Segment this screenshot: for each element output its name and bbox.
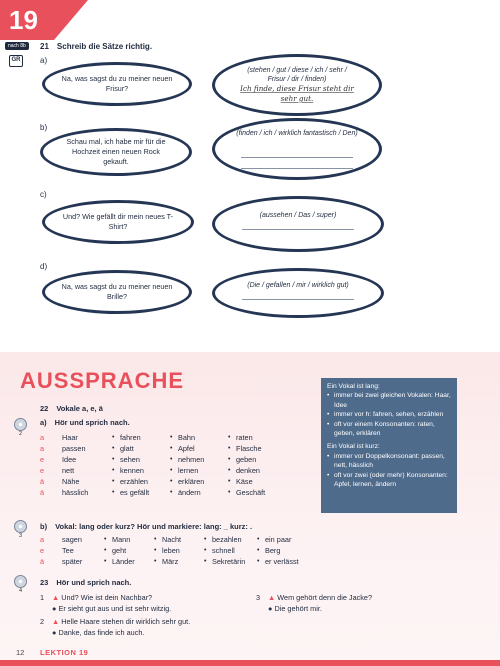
item-letter: b) — [40, 123, 48, 132]
lesson-tab-corner — [54, 0, 88, 40]
answer-bubble — [212, 268, 384, 318]
word-cell[interactable]: leben — [162, 546, 180, 555]
separator-dot: • — [112, 445, 115, 452]
exercise-22a-title — [40, 418, 130, 427]
cd-track-number: 2 — [18, 431, 23, 437]
word-cell[interactable]: bezahlen — [212, 535, 242, 544]
exercise-21-title — [40, 42, 160, 51]
table-row — [40, 534, 330, 545]
word-cell[interactable]: Idee — [62, 455, 77, 464]
vowel-label: a — [40, 433, 45, 442]
vowel-label: ä — [40, 488, 45, 497]
separator-dot: • — [204, 547, 207, 554]
vowel-label: a — [40, 535, 45, 544]
kurz-list — [327, 452, 451, 490]
lang-list — [327, 391, 451, 438]
sub-label: b) — [40, 522, 48, 531]
word-cell[interactable]: Nähe — [62, 477, 80, 486]
word-cell[interactable]: sagen — [62, 535, 82, 544]
lang-item: • immer vor h: fahren, sehen, erzählen — [327, 410, 451, 419]
separator-dot: • — [257, 547, 260, 554]
lang-item: • oft vor einem Konsonanten: raten, geben, erklären — [327, 420, 451, 439]
dialog-answer: Die gehört mir. — [274, 604, 322, 613]
footer-lesson: LEKTION 19 — [40, 648, 89, 657]
speaker-a-icon: ▲ — [52, 593, 60, 602]
word-cell[interactable]: raten — [236, 433, 253, 442]
dialog-question: Helle Haare stehen dir wirklich sehr gut. — [61, 617, 191, 626]
word-cell[interactable]: ein paar — [265, 535, 292, 544]
cd-icon[interactable] — [14, 520, 27, 539]
exercise-heading: Schreib die Sätze richtig. — [56, 42, 153, 51]
dialog-3 — [256, 592, 456, 614]
speaker-a-icon: ▲ — [268, 593, 276, 602]
word-cell[interactable]: hässlich — [62, 488, 89, 497]
dialog-number: 2 — [40, 617, 45, 626]
separator-dot: • — [104, 547, 107, 554]
word-cell[interactable]: Tee — [62, 546, 74, 555]
word-cell[interactable]: sehen — [120, 455, 140, 464]
table-row — [40, 556, 330, 567]
word-cell[interactable]: denken — [236, 466, 260, 475]
separator-dot: • — [204, 536, 207, 543]
lang-title: Ein Vokal ist lang: — [327, 383, 380, 390]
separator-dot: • — [154, 536, 157, 543]
separator-dot: • — [228, 489, 231, 496]
separator-dot: • — [204, 558, 207, 565]
separator-dot: • — [112, 467, 115, 474]
answer-line[interactable] — [242, 299, 355, 300]
dialog-question: Und? Wie ist dein Nachbar? — [61, 593, 153, 602]
word-cell[interactable]: Geschäft — [236, 488, 266, 497]
word-cell[interactable]: März — [162, 557, 179, 566]
sub-heading: Hör und sprich nach. — [54, 418, 130, 427]
speaker-a-icon: ▲ — [52, 617, 60, 626]
answer-bubble — [212, 196, 384, 252]
vowel-table — [40, 432, 300, 498]
separator-dot: • — [228, 467, 231, 474]
cd-icon[interactable] — [14, 418, 27, 437]
speech-text: Na, was sagst du zu meiner neuen Brille? — [61, 282, 173, 301]
speaker-b-icon: ● — [52, 604, 57, 613]
word-cell[interactable]: schnell — [212, 546, 235, 555]
table-row — [40, 443, 300, 454]
handwritten-answer[interactable]: Ich finde, diese Frisur steht dir sehr gut. — [240, 84, 354, 103]
separator-dot: • — [170, 445, 173, 452]
separator-dot: • — [257, 558, 260, 565]
sub-label: a) — [40, 418, 47, 427]
word-cell[interactable]: erklären — [178, 477, 205, 486]
speech-text: Schau mal, ich habe mir für die Hochzeit einen neuen Rock gekauft. — [66, 137, 166, 166]
word-cell[interactable]: glatt — [120, 444, 134, 453]
separator-dot: • — [257, 536, 260, 543]
exercise-23-title — [40, 578, 131, 587]
vowel-label: ä — [40, 557, 45, 566]
word-cue: (stehen / gut / diese / ich / sehr / Frisur / dir / finden) — [247, 67, 347, 83]
lesson-number: 19 — [9, 5, 38, 35]
section-title: AUSSPRACHE — [20, 368, 185, 393]
speech-bubble — [42, 200, 194, 244]
grammar-badge: GR — [9, 55, 23, 67]
word-cell[interactable]: Käse — [236, 477, 253, 486]
word-cell[interactable]: Apfel — [178, 444, 195, 453]
word-cell[interactable]: lernen — [178, 466, 199, 475]
word-cue: (finden / ich / wirklich fantastisch / Den) — [236, 130, 358, 137]
dialog-number: 1 — [40, 593, 45, 602]
speaker-b-icon: ● — [52, 628, 57, 637]
footer-bar — [0, 660, 500, 666]
word-cell[interactable]: fahren — [120, 433, 141, 442]
word-cell[interactable]: später — [62, 557, 83, 566]
word-cell[interactable]: es gefällt — [120, 488, 150, 497]
vowel-label: e — [40, 466, 45, 475]
item-letter: a) — [40, 56, 48, 65]
page-number: 12 — [16, 648, 25, 657]
separator-dot: • — [112, 456, 115, 463]
table-row — [40, 465, 300, 476]
speech-text: Und? Wie gefällt dir mein neues T-Shirt? — [62, 212, 174, 231]
kurz-item: • oft vor zwei (oder mehr) Konsonanten: Apfel, lernen, ändern — [327, 471, 451, 490]
word-cue: (aussehen / Das / super) — [259, 212, 337, 219]
vowel-label: ä — [40, 477, 45, 486]
exercise-22b-title — [40, 522, 252, 531]
answer-bubble — [212, 118, 382, 180]
separator-dot: • — [170, 456, 173, 463]
vowel-label: e — [40, 546, 45, 555]
word-cell[interactable]: Mann — [112, 535, 131, 544]
table-row — [40, 454, 300, 465]
cd-track-number: 3 — [18, 533, 23, 539]
word-cell[interactable]: Flasche — [236, 444, 262, 453]
vowel-label: a — [40, 444, 45, 453]
answer-bubble — [212, 54, 382, 116]
mark-table — [40, 534, 330, 567]
separator-dot: • — [170, 467, 173, 474]
item-letter: c) — [40, 190, 47, 199]
speaker-b-icon: ● — [268, 604, 273, 613]
word-cell[interactable]: Länder — [112, 557, 135, 566]
dialog-answer: Danke, das finde ich auch. — [58, 628, 145, 637]
exercise-number: 21 — [40, 42, 49, 51]
dialog-answer: Er sieht gut aus und ist sehr witzig. — [58, 604, 172, 613]
word-cell[interactable]: kennen — [120, 466, 144, 475]
word-cell[interactable]: geben — [236, 455, 257, 464]
separator-dot: • — [104, 536, 107, 543]
answer-line[interactable] — [241, 168, 353, 169]
word-cell[interactable]: erzählen — [120, 477, 148, 486]
lang-item: • immer bei zwei gleichen Vokalen: Haar, Idee — [327, 391, 451, 410]
word-cell[interactable]: nehmen — [178, 455, 205, 464]
separator-dot: • — [112, 489, 115, 496]
nach-badge: nach 8b — [5, 42, 29, 50]
exercise-heading: Hör und sprich nach. — [56, 578, 132, 587]
separator-dot: • — [170, 489, 173, 496]
separator-dot: • — [228, 456, 231, 463]
answer-line[interactable] — [241, 157, 353, 158]
exercise-number: 22 — [40, 404, 49, 413]
word-cell[interactable]: Berg — [265, 546, 281, 555]
separator-dot: • — [170, 478, 173, 485]
answer-line[interactable] — [242, 229, 355, 230]
separator-dot: • — [104, 558, 107, 565]
speech-text: Na, was sagst du zu meiner neuen Frisur? — [61, 74, 173, 93]
exercise-number: 23 — [40, 578, 49, 587]
word-cell[interactable]: Nacht — [162, 535, 182, 544]
dialog-number: 3 — [256, 593, 261, 602]
word-cue: (Die / gefallen / mir / wirklich gut) — [247, 282, 349, 289]
separator-dot: • — [154, 547, 157, 554]
separator-dot: • — [228, 434, 231, 441]
word-cell[interactable]: Bahn — [178, 433, 196, 442]
dialog-2 — [40, 616, 260, 638]
table-row — [40, 432, 300, 443]
exercise-22-title — [40, 404, 103, 413]
speech-bubble — [40, 128, 192, 176]
kurz-item: • immer vor Doppelkonsonant: passen, nett, hässlich — [327, 452, 451, 471]
separator-dot: • — [112, 478, 115, 485]
table-row — [40, 476, 300, 487]
separator-dot: • — [170, 434, 173, 441]
cd-icon[interactable] — [14, 575, 27, 594]
exercise-heading: Vokale a, e, ä — [56, 404, 103, 413]
separator-dot: • — [154, 558, 157, 565]
item-letter: d) — [40, 262, 48, 271]
vowel-label: e — [40, 455, 45, 464]
info-box — [321, 378, 457, 513]
word-cell[interactable]: Sekretärin — [212, 557, 246, 566]
word-cell[interactable]: nett — [62, 466, 75, 475]
dialog-1 — [40, 592, 240, 614]
table-row — [40, 545, 330, 556]
sub-heading: Vokal: lang oder kurz? Hör und markiere: lang: _ kurz: . — [55, 522, 253, 531]
speech-bubble — [42, 62, 192, 106]
word-cell[interactable]: Haar — [62, 433, 78, 442]
cd-track-number: 4 — [18, 588, 23, 594]
kurz-title: Ein Vokal ist kurz: — [327, 443, 380, 451]
word-cell[interactable]: er verlässt — [265, 557, 299, 566]
separator-dot: • — [228, 478, 231, 485]
word-cell[interactable]: geht — [112, 546, 127, 555]
dialog-question: Wem gehört denn die Jacke? — [277, 593, 373, 602]
separator-dot: • — [228, 445, 231, 452]
separator-dot: • — [112, 434, 115, 441]
table-row — [40, 487, 300, 498]
word-cell[interactable]: ändern — [178, 488, 201, 497]
speech-bubble — [42, 270, 192, 314]
word-cell[interactable]: passen — [62, 444, 86, 453]
